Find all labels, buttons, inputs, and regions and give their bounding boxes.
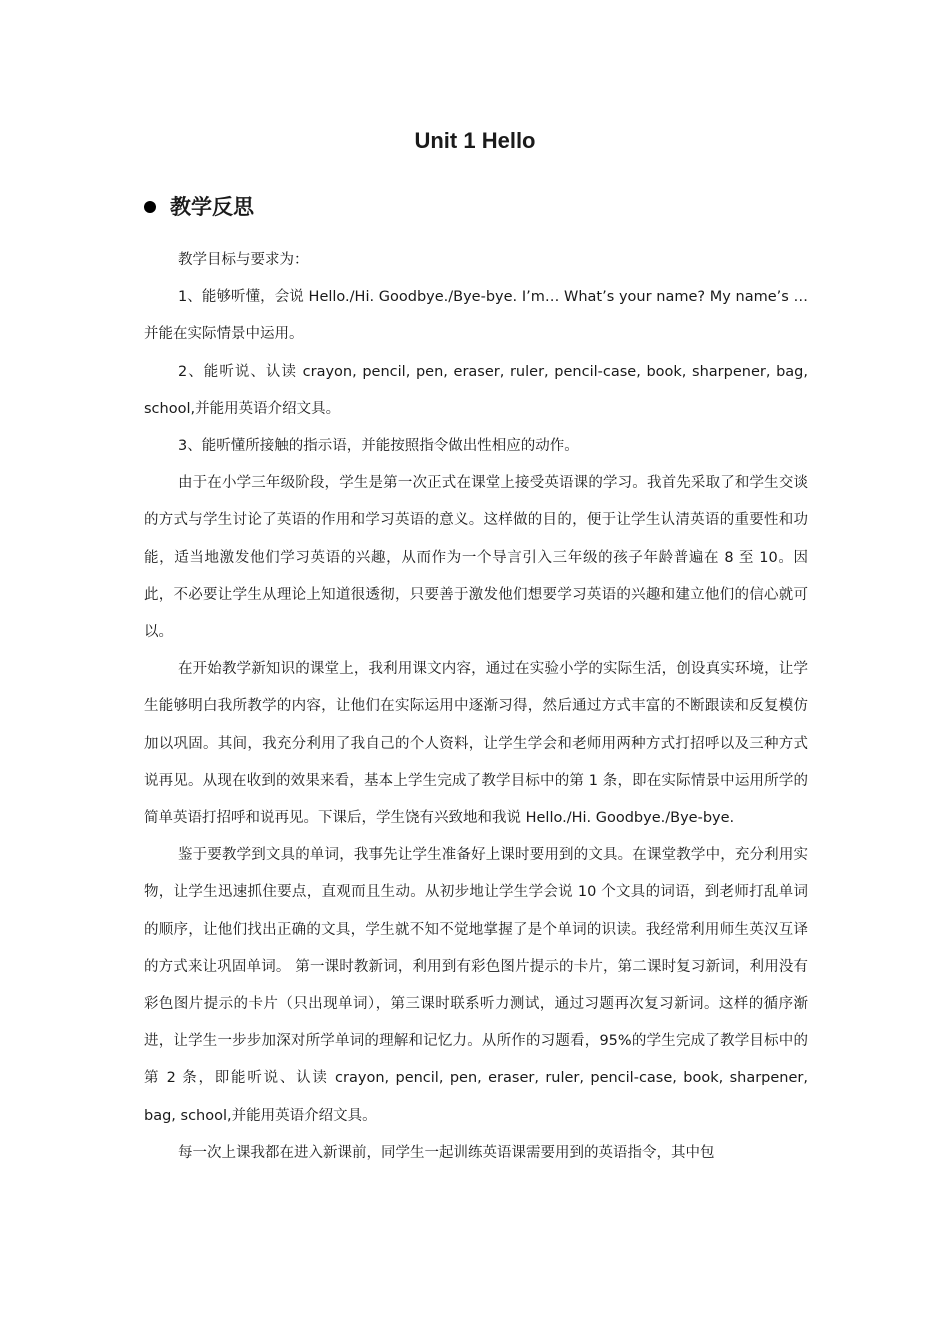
paragraph: 教学目标与要求为： <box>178 252 309 268</box>
bullet-icon <box>144 201 156 213</box>
section-heading <box>144 192 254 222</box>
paragraph: 1、能够听懂，会说 Hello./Hi. Goodbye./Bye-bye. I’m… What’s your name? My name’s …并能在实际情景中运用。 <box>144 289 808 343</box>
document-title: Unit 1 Hello <box>414 128 536 153</box>
paragraph: 鉴于要教学到文具的单词，我事先让学生准备好上课时要用到的文具。在课堂教学中，充分利用实物，让学生迅速抓住要点，直观而且生动。从初步地让学生学会说 10 个文具的词语，到老师打乱单词的顺序，让他们找出正确的文具，学生就不知不觉地掌握了是个单词的识读。我经常利用师生英汉互译的方式来让巩固单词。 第一课时教新词，利用到有彩色图片提示的卡片，第二课时复习新词，利用没有彩色图片提示的卡片（只出现单词），第三课时联系听力测试，通过习题再次复习新词。这样的循序渐进，让学生一步步加深对所学单词的理解和记忆力。从所作的习题看，95%的学生完成了教学目标中的第 2 条，即能听说、认读 crayon, pencil, pen, eraser, ruler, pencil-case, book, sharpener, bag, school,并能用英语介绍文具。 <box>144 847 808 1124</box>
paragraph: 3、能听懂所接触的指示语，并能按照指令做出性相应的动作。 <box>178 438 579 455</box>
document-body <box>144 242 808 1172</box>
paragraph: 每一次上课我都在进入新课前，同学生一起训练英语课需要用到的英语指令，其中包 <box>178 1144 715 1161</box>
section-heading-text: 教学反思 <box>170 195 254 219</box>
paragraph: 2、能听说、认读 crayon, pencil, pen, eraser, ruler, pencil-case, book, sharpener, bag, school,并能用英语介绍文具。 <box>144 363 808 417</box>
paragraph: 由于在小学三年级阶段，学生是第一次正式在课堂上接受英语课的学习。我首先采取了和学生交谈的方式与学生讨论了英语的作用和学习英语的意义。这样做的目的，便于让学生认清英语的重要性和功能，适当地激发他们学习英语的兴趣，从而作为一个导言引入三年级的孩子年龄普遍在 8 至 10。因此，不必要让学生从理论上知道很透彻，只要善于激发他们想要学习英语的兴趣和建立他们的信心就可以。 <box>144 475 808 641</box>
paragraph: 在开始教学新知识的课堂上，我利用课文内容，通过在实验小学的实际生活，创设真实环境，让学生能够明白我所教学的内容，让他们在实际运用中逐渐习得，然后通过方式丰富的不断跟读和反复模仿加以巩固。其间，我充分利用了我自己的个人资料，让学生学会和老师用两种方式打招呼以及三种方式说再见。从现在收到的效果来看，基本上学生完成了教学目标中的第 1 条，即在实际情景中运用所学的简单英语打招呼和说再见。下课后，学生饶有兴致地和我说 Hello./Hi. Goodbye./Bye-bye. <box>144 661 808 827</box>
